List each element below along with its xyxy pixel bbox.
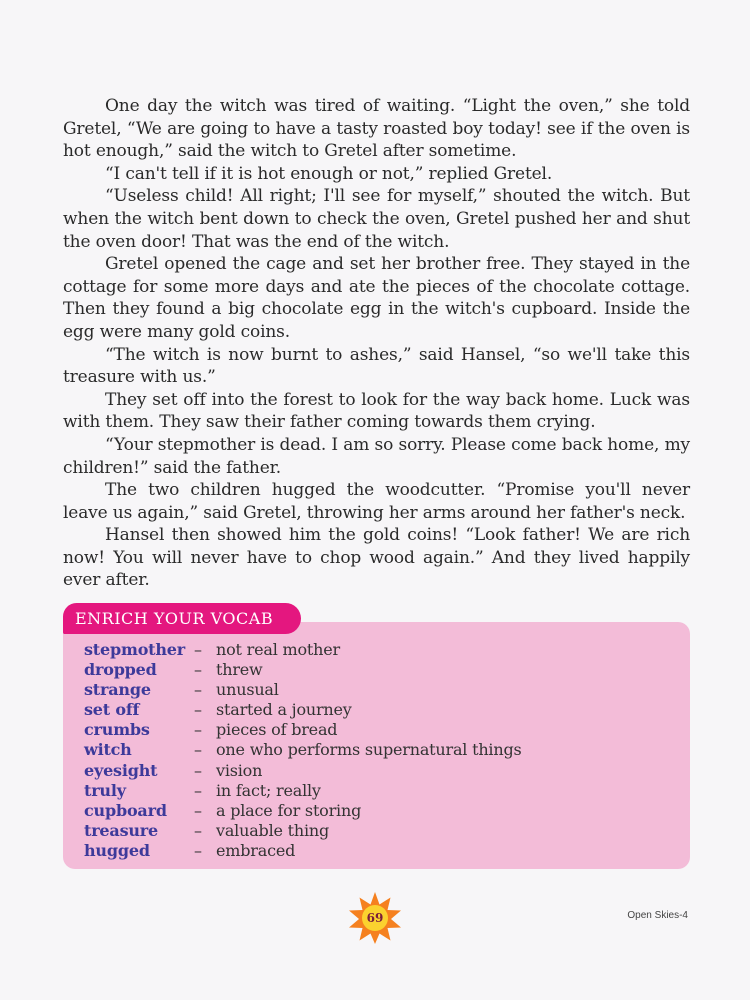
vocab-item xyxy=(84,740,664,760)
vocab-item xyxy=(84,640,664,660)
story-paragraph: “Useless child! All right; I'll see for myself,” shouted the witch. But when the witch bent down to check the oven, Gretel pushed her and shut the oven door! That was the end of the witch. xyxy=(63,186,690,252)
story-paragraph: One day the witch was tired of waiting. “Light the oven,” she told Gretel, “We are going to have a tasty roasted boy today! see if the oven is hot enough,” said the witch to Gretel after sometime. xyxy=(63,96,690,162)
vocab-dash: – xyxy=(194,820,202,840)
page-number: 69 xyxy=(366,911,384,925)
vocab-dash: – xyxy=(194,800,202,820)
story-paragraph: “The witch is now burnt to ashes,” said Hansel, “so we'll take this treasure with us.” xyxy=(63,344,690,388)
story-text xyxy=(63,95,690,592)
vocab-item xyxy=(84,700,664,720)
vocab-item xyxy=(84,841,664,861)
vocab-word: witch xyxy=(84,740,132,760)
vocab-item xyxy=(84,781,664,801)
vocab-word: eyesight xyxy=(84,760,158,780)
vocab-meaning: a place for storing xyxy=(216,800,362,820)
vocab-word: cupboard xyxy=(84,800,167,820)
story-paragraph: “I can't tell if it is hot enough or not,” replied Gretel. xyxy=(105,163,553,184)
vocab-dash: – xyxy=(194,840,202,860)
vocab-meaning: pieces of bread xyxy=(216,720,338,740)
vocab-item xyxy=(84,680,664,700)
vocab-title: ENRICH YOUR VOCAB xyxy=(63,603,301,634)
vocab-word: dropped xyxy=(84,660,157,680)
vocab-item xyxy=(84,801,664,821)
vocab-meaning: embraced xyxy=(216,840,296,860)
vocab-meaning: in fact; really xyxy=(216,780,321,800)
vocab-meaning: unusual xyxy=(216,680,279,700)
vocab-meaning: started a journey xyxy=(216,700,352,720)
story-paragraph: The two children hugged the woodcutter. “Promise you'll never leave us again,” said Gretel, throwing her arms around her father's neck. xyxy=(63,480,690,523)
story-paragraph: “Your stepmother is dead. I am so sorry. Please come back home, my children!” said the father. xyxy=(63,434,690,478)
vocab-word: stepmother xyxy=(84,640,186,659)
vocab-dash: – xyxy=(194,700,202,720)
vocab-meaning: valuable thing xyxy=(216,820,330,840)
vocab-word: hugged xyxy=(84,840,150,860)
vocab-item xyxy=(84,660,664,680)
vocab-word: treasure xyxy=(84,820,159,840)
vocab-list xyxy=(84,640,664,861)
vocab-dash: – xyxy=(194,760,202,780)
book-name: Open Skies-4 xyxy=(627,910,688,921)
vocab-meaning: one who performs supernatural things xyxy=(216,740,522,760)
story-paragraph: Hansel then showed him the gold coins! “Look father! We are rich now! You will never have to chop wood again.” And they lived happily ever after. xyxy=(63,525,690,591)
vocab-dash: – xyxy=(194,680,202,700)
vocab-item xyxy=(84,720,664,740)
vocab-dash: – xyxy=(194,740,202,760)
vocab-meaning: not real mother xyxy=(216,640,340,659)
vocab-item xyxy=(84,761,664,781)
vocab-word: strange xyxy=(84,680,151,700)
vocab-dash: – xyxy=(194,660,202,680)
vocab-dash: – xyxy=(194,640,202,659)
vocab-meaning: vision xyxy=(216,760,263,780)
story-paragraph: Gretel opened the cage and set her brother free. They stayed in the cottage for some more days and ate the pieces of the chocolate cottage. Then they found a big chocolate egg in the witch's cupboard. Inside the egg were many gold coins. xyxy=(63,254,690,342)
vocab-item xyxy=(84,821,664,841)
page-number-badge xyxy=(346,891,404,945)
vocab-word: crumbs xyxy=(84,720,150,740)
vocab-word: truly xyxy=(84,780,126,800)
vocab-word: set off xyxy=(84,700,140,720)
vocab-meaning: threw xyxy=(216,660,263,680)
vocab-dash: – xyxy=(194,720,202,740)
vocab-dash: – xyxy=(194,780,202,800)
story-paragraph: They set off into the forest to look for the way back home. Luck was with them. They saw their father coming towards them crying. xyxy=(63,389,690,433)
